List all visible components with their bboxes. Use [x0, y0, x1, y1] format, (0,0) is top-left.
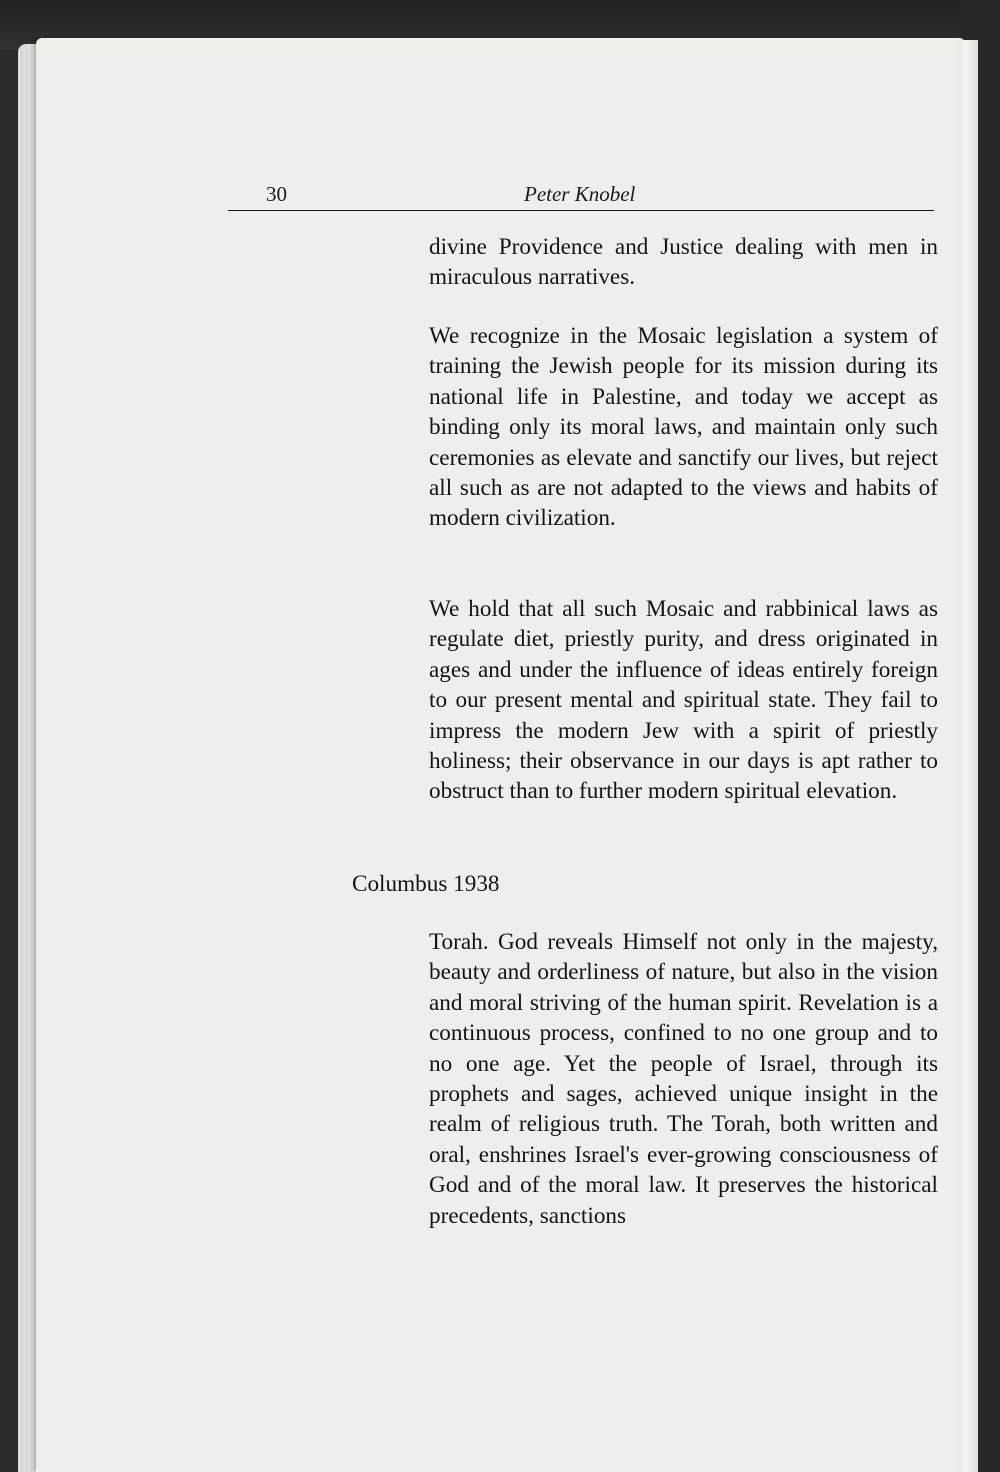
paragraph-4: Torah. God reveals Himself not only in the majesty, beauty and orderliness of nature, but also in the vision and moral striving of the human spirit. Revelation is a continuous process, confined to no one group and to no one age. Yet the people of Israel, through its prophets and sages, achieved unique insight in the realm of religious truth. The Torah, both written and oral, enshrines Israel's ever-growing consciousness of God and of the moral law. It preserves the historical precedents, sanctions	[429, 929, 938, 1229]
paragraph-1: divine Providence and Justice dealing with men in miraculous narratives.	[429, 234, 938, 291]
page-number: 30	[266, 182, 287, 206]
running-header	[228, 180, 934, 211]
page-right-edge	[958, 40, 978, 1472]
section-heading: Columbus 1938	[352, 871, 500, 897]
paragraph-2: We recognize in the Mosaic legislation a system of training the Jewish people for its mission during its national life in Palestine, and today we accept as binding only its moral laws, and maintain only such ceremonies as elevate and sanctify our lives, but reject all such as are not adapted to the views and habits of modern civilization.	[429, 323, 938, 532]
running-author: Peter Knobel	[524, 182, 636, 206]
paragraph-3: We hold that all such Mosaic and rabbinical laws as regulate diet, priestly purity, and dress originated in ages and under the influence of ideas entirely foreign to our present mental and spiritual state. They fail to impress the modern Jew with a spirit of priestly holiness; their observance in our days is apt rather to obstruct than to further modern spiritual elevation.	[429, 596, 938, 805]
